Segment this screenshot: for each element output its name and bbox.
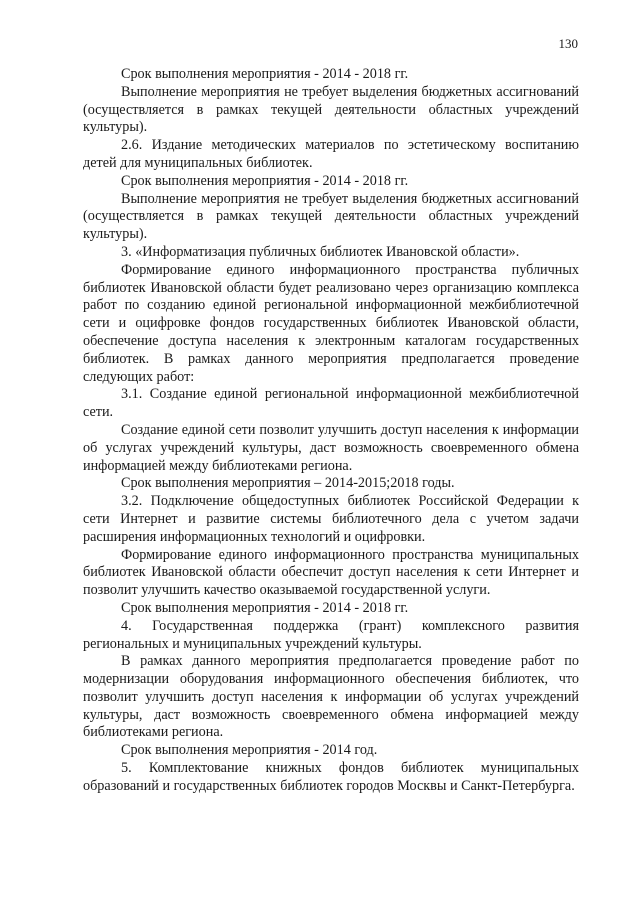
paragraph-section-4-description: В рамках данного мероприятия предполагается проведение работ по модернизации оборудования информационного обеспечения библиотек, что позволит улучшить доступ населения к информации об услугах учреждений культуры, даст возможность своевременного обмена информацией между библиотеками региона. [83, 653, 579, 741]
paragraph-deadline: Срок выполнения мероприятия - 2014 - 2018 гг. [121, 599, 409, 616]
document-body [83, 66, 579, 796]
paragraph-item-2-6: 2.6. Издание методических материалов по эстетическому воспитанию детей для муниципальных библиотек. [83, 137, 579, 171]
paragraph-item-3-1: 3.1. Создание единой региональной информационной межбиблиотечной сети. [83, 386, 579, 421]
paragraph-deadline: Срок выполнения мероприятия - 2014 - 2018 гг. [121, 66, 409, 82]
paragraph-section-3-description: Формирование единого информационного пространства публичных библиотек Ивановской области будет реализовано через организацию комплекса работ по созданию единой региональной информационной межбиблиотечной сети и оцифровке фондов государственных библиотек Ивановской области, обеспечение доступа населения к электронным каталогам государственных библиотек. В рамках данного мероприятия предполагается проведение следующих работ: [83, 261, 579, 385]
paragraph-section-5-heading: 5. Комплектование книжных фондов библиотек муниципальных образований и государственных библиотек городов Москвы и Санкт-Петербурга. [83, 760, 579, 794]
page-number: 130 [558, 36, 578, 51]
paragraph-deadline: Срок выполнения мероприятия – 2014-2015;2018 годы. [121, 475, 455, 492]
paragraph-funding-note: Выполнение мероприятия не требует выделения бюджетных ассигнований (осуществляется в рамках текущей деятельности областных учреждений культуры). [83, 190, 579, 243]
paragraph-deadline: Срок выполнения мероприятия - 2014 год. [121, 742, 378, 759]
paragraph-section-4-heading: 4. Государственная поддержка (грант) комплексного развития региональных и муниципальных учреждений культуры. [83, 617, 579, 652]
paragraph-funding-note: Выполнение мероприятия не требует выделения бюджетных ассигнований (осуществляется в рамках текущей деятельности областных учреждений культуры). [83, 83, 579, 136]
paragraph-item-3-2-description: Формирование единого информационного пространства муниципальных библиотек Ивановской области обеспечит доступ населения к сети Интернет и позволит улучшить качество оказываемой государственной услуги. [83, 546, 579, 599]
paragraph-item-3-2: 3.2. Подключение общедоступных библиотек Российской Федерации к сети Интернет и развитие системы библиотечного дела с учетом задачи расширения информационных технологий и оцифровки. [83, 493, 579, 545]
paragraph-deadline: Срок выполнения мероприятия - 2014 - 2018 гг. [121, 172, 409, 189]
paragraph-item-3-1-description: Создание единой сети позволит улучшить доступ населения к информации об услугах учреждений культуры, даст возможность своевременного обмена информацией между библиотеками региона. [83, 421, 579, 474]
paragraph-section-3-heading: 3. «Информатизация публичных библиотек Ивановской области». [121, 243, 520, 260]
